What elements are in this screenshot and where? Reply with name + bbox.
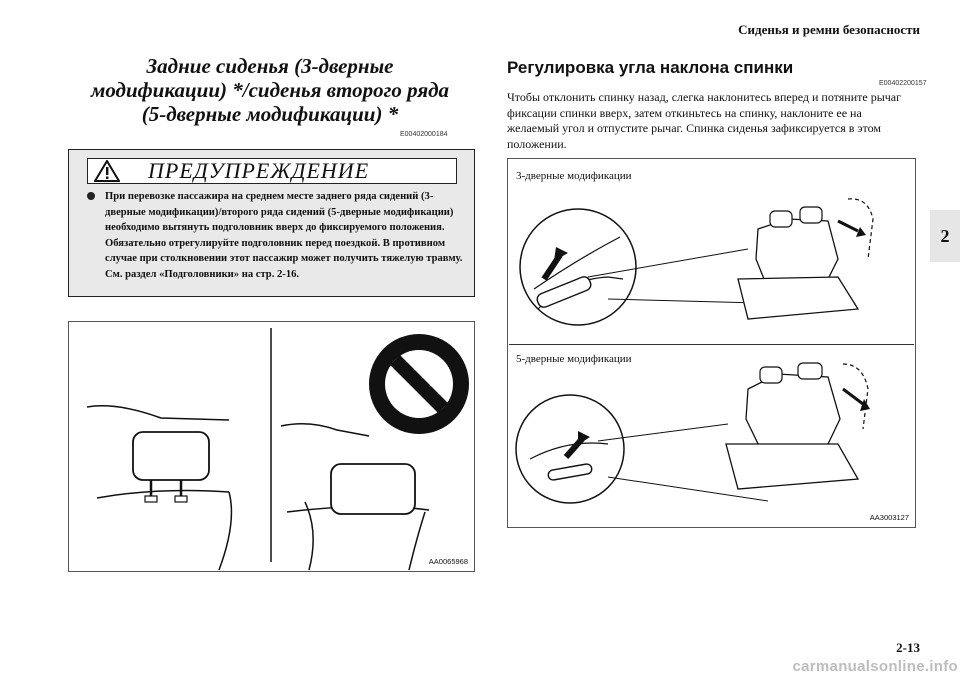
section-title: Сиденья и ремни безопасности (738, 22, 920, 37)
warning-triangle-icon (94, 160, 120, 182)
page-number: 2-13 (896, 640, 920, 655)
headrest-illustration (68, 321, 475, 572)
panel-label-3-door: 3-дверные модификации (516, 170, 632, 182)
warning-text: При перевозке пассажира на среднем месте заднего ряда сидений (3-дверные модификации)/второго ряда сидений (5-дверные модификации) необходимо вытянуть подголовник вверх до фиксируемого положения. Обязательно отрегулируйте подголовник перед поездкой. В противном случае при столкновении этот пассажир может получить тяжелую травму. См. раздел «Подголовники» на стр. 2-16. (105, 191, 463, 280)
prohibition-icon (369, 334, 469, 434)
bullet-icon (87, 192, 95, 200)
panel-label-5-door: 5-дверные модификации (516, 353, 632, 365)
left-title-line-2: модификации) */сиденья второго ряда (90, 78, 450, 102)
recline-illustration (507, 158, 916, 528)
right-body-text: Чтобы отклонить спинку назад, слегка наклонитесь вперед и потяните рычаг фиксации спинки вверх, затем откиньтесь на спинку, наклоните ее на желаемый угол и отпустите рычаг. Спинка сиденья зафиксируется в этом положении. (507, 90, 902, 151)
right-section-code: E00402200157 (879, 80, 927, 87)
chapter-tab[interactable]: 2 (930, 210, 960, 262)
watermark: carmanualsonline.info (792, 658, 958, 675)
warning-box (68, 149, 475, 297)
left-title-line-1: Задние сиденья (3-дверные (146, 54, 394, 78)
warning-text-block (87, 189, 467, 282)
right-section-title: Регулировка угла наклона спинки (507, 58, 794, 77)
warning-title: ПРЕДУПРЕЖДЕНИЕ (148, 158, 370, 183)
left-section-title (70, 54, 470, 126)
warning-header (87, 158, 457, 184)
headrest-drawing (69, 322, 474, 571)
recline-drawing (508, 159, 915, 527)
left-title-line-3: (5-дверные модификации) * (141, 102, 399, 126)
illustration-code: AA3003127 (869, 513, 909, 522)
illustration-code: AA0065968 (428, 557, 468, 566)
left-section-code: E00402000184 (400, 131, 448, 138)
